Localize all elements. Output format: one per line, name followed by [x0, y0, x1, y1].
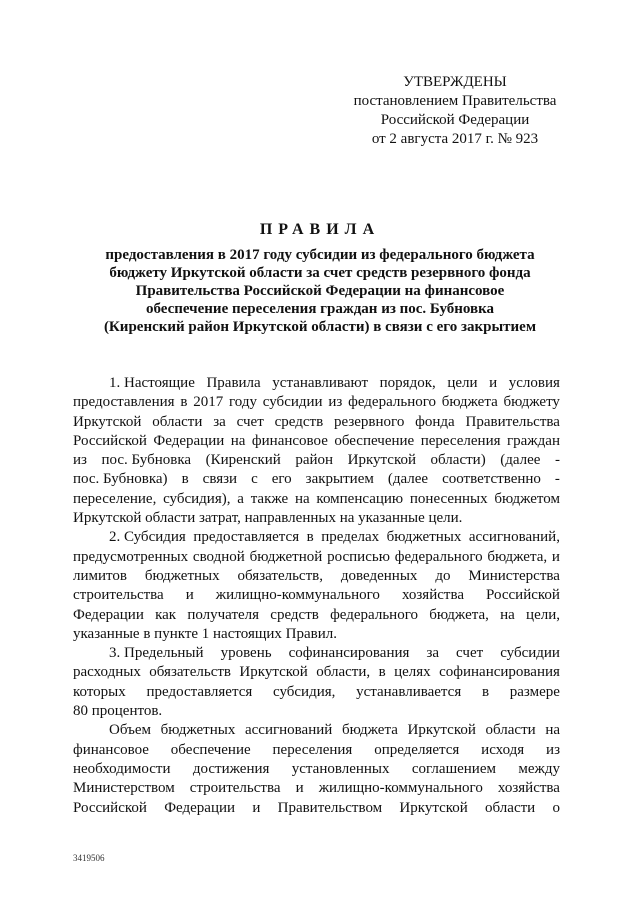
body-word: -	[555, 452, 560, 469]
body-word: в	[306, 529, 314, 546]
body-word: Министерства	[468, 567, 560, 584]
body-line	[73, 548, 560, 567]
body-word: резервного	[334, 413, 405, 430]
body-word: Российской	[73, 799, 147, 816]
body-word: переселения	[272, 741, 353, 758]
body-word: расходных	[73, 664, 141, 681]
body-word: обеспечение	[170, 741, 251, 758]
body-word: достижения	[192, 760, 270, 777]
body-word: его	[271, 471, 292, 488]
body-line	[73, 470, 560, 489]
body-word: счет	[456, 645, 484, 662]
body-line	[73, 451, 560, 470]
body-word: -	[554, 471, 560, 488]
body-word: Иркутской	[347, 452, 416, 469]
body-word: условия	[508, 375, 560, 391]
body-word: размере	[509, 683, 560, 700]
body-word: обеспечение	[334, 432, 415, 449]
body-word: бюджетных	[386, 529, 462, 546]
body-word: и	[295, 780, 304, 797]
body-word: бюджетных	[144, 567, 220, 584]
body-word: субсидия),	[163, 490, 231, 507]
body-word: предоставляется	[193, 529, 300, 546]
body-word: из	[328, 394, 343, 411]
body-word: Федерации	[73, 606, 144, 623]
body-line	[73, 606, 560, 625]
body-word: переселения	[420, 432, 501, 449]
body-word: о	[552, 799, 560, 816]
body-line	[73, 799, 560, 818]
body-word: субсидии	[262, 394, 323, 411]
body-word: лимитов	[73, 567, 127, 584]
body-word: хозяйства	[497, 780, 560, 797]
subtitle-line: бюджету Иркутской области за счет средств резервного фонда	[109, 265, 531, 281]
body-word: предоставляется	[146, 683, 253, 700]
body-word: Иркутской области затрат, направленных на указанные цели.	[73, 510, 463, 527]
body-word: в	[378, 664, 386, 681]
body-word: связи	[202, 471, 238, 488]
body-word: закрытием	[305, 471, 374, 488]
body-word: 2017	[193, 394, 224, 411]
body-word: порядок,	[379, 375, 436, 391]
body-word: 2. Субсидия	[109, 529, 186, 546]
body-word: (далее	[387, 471, 429, 488]
body-line	[73, 490, 560, 509]
body-line	[73, 374, 560, 393]
body-word: за	[213, 413, 226, 430]
body-word: бюджетных	[160, 722, 236, 739]
body-word: Российской	[73, 432, 147, 449]
body-word: жилищно-коммунального	[215, 587, 380, 604]
approval-line-2: Российской Федерации	[380, 112, 530, 128]
body-line	[73, 586, 560, 605]
body-word: на	[230, 432, 246, 449]
body-word: которых	[73, 683, 126, 700]
body-word: соглашением	[411, 760, 496, 777]
body-word: как	[155, 606, 177, 623]
body-word: счет	[236, 413, 264, 430]
body-word: бюджета,	[487, 548, 548, 565]
body-word: Иркутской	[239, 664, 308, 681]
body-word: на	[500, 606, 515, 623]
body-word: 3. Предельный	[109, 645, 204, 662]
subtitle-line: предоставления в 2017 году субсидии из федерального бюджета	[105, 247, 535, 263]
body-word: район	[295, 452, 334, 469]
body-word: федерального	[330, 606, 418, 623]
body-line	[73, 741, 560, 760]
body-word: и	[489, 375, 498, 391]
body-word: обязательств,	[237, 567, 323, 584]
body-word: субсидия,	[272, 683, 336, 700]
document-code: 3419506	[73, 853, 105, 863]
body-line	[73, 683, 560, 702]
body-word: Объем	[109, 722, 151, 739]
document-body	[73, 374, 560, 818]
subtitle-line: обеспечение переселения граждан из пос. Бубновка	[145, 301, 495, 317]
document-subtitle	[60, 246, 580, 336]
body-word: компенсацию	[316, 490, 404, 507]
body-word: в	[481, 683, 490, 700]
body-word: строительства	[73, 587, 164, 604]
body-word: бюджетом	[494, 490, 560, 507]
body-word: федерального	[348, 394, 436, 411]
body-word: пос. Бубновка)	[73, 471, 168, 488]
body-word: устанавливают	[272, 375, 369, 391]
body-word: области)	[430, 452, 486, 469]
body-word: области	[485, 722, 536, 739]
body-word: между	[518, 760, 560, 777]
body-line	[73, 644, 560, 663]
body-word: из	[73, 452, 87, 469]
body-line	[73, 567, 560, 586]
body-word: в	[181, 471, 189, 488]
body-word: бюджета	[441, 394, 498, 411]
body-word: Иркутской	[399, 799, 468, 816]
subtitle-line: Правительства Российской Федерации на финансовое	[135, 283, 505, 299]
body-word: Правительства	[465, 413, 560, 430]
body-word: устанавливается	[356, 683, 462, 700]
body-word: софинансирования	[439, 664, 560, 681]
body-line	[73, 702, 560, 721]
body-line	[73, 779, 560, 798]
body-word: определяется	[374, 741, 460, 758]
body-word: доведенных	[340, 567, 418, 584]
body-word: исходя	[481, 741, 525, 758]
body-word: Министерством	[73, 780, 175, 797]
body-word: сводной	[192, 548, 245, 565]
body-word: (далее	[500, 452, 541, 469]
body-word: жилищно-коммунального	[318, 780, 483, 797]
body-line	[73, 509, 560, 528]
body-word: бюджета	[341, 722, 398, 739]
body-word: росписью	[327, 548, 390, 565]
body-word: Федерации	[153, 432, 225, 449]
body-word: области	[485, 799, 536, 816]
body-word: ассигнований	[244, 722, 333, 739]
body-word: указанные в пункте 1 настоящих Правил.	[73, 625, 338, 642]
body-word: области	[152, 413, 203, 430]
body-line	[73, 528, 560, 547]
body-line	[73, 663, 560, 682]
body-word: федерального	[394, 548, 483, 565]
body-word: субсидии	[500, 645, 560, 662]
body-word: в	[180, 394, 188, 411]
body-word: финансовое	[73, 741, 149, 758]
body-word: на	[545, 722, 560, 739]
body-word: на	[294, 490, 310, 507]
body-word: до	[435, 567, 451, 584]
body-word: с	[251, 471, 258, 488]
body-word: за	[426, 645, 440, 662]
body-word: предусмотренных	[73, 548, 189, 565]
body-word: (Киренский	[205, 452, 281, 469]
body-word: 1. Настоящие	[109, 375, 195, 391]
body-word: целях	[394, 664, 431, 681]
body-word: также	[250, 490, 289, 507]
body-word: пос. Бубновка	[101, 452, 192, 469]
body-word: софинансирования	[288, 645, 410, 662]
body-word: ассигнований,	[468, 529, 560, 546]
body-word: и	[551, 548, 560, 565]
body-line	[73, 432, 560, 451]
body-word: понесенных	[409, 490, 488, 507]
body-word: области,	[316, 664, 371, 681]
body-word: строительства	[189, 780, 281, 797]
body-word: Иркутской	[73, 413, 142, 430]
body-word: Правительством	[277, 799, 383, 816]
body-word: 80 процентов.	[73, 703, 163, 720]
body-word: финансовое	[251, 432, 328, 449]
body-line	[73, 413, 560, 432]
document-title: ПРАВИЛА	[259, 221, 381, 238]
body-word: бюджета,	[429, 606, 489, 623]
approval-line-3: от 2 августа 2017 г. № 923	[371, 131, 539, 147]
approval-heading: УТВЕРЖДЕНЫ	[403, 74, 507, 90]
approval-line-1: постановлением Правительства	[353, 93, 557, 109]
body-word: обязательств	[149, 664, 231, 681]
subtitle-line: (Киренский район Иркутской области) в связи с его закрытием	[103, 319, 537, 335]
body-word: соответственно	[442, 471, 541, 488]
body-word: бюджетной	[249, 548, 323, 565]
body-word: фонда	[415, 413, 455, 430]
body-word: необходимости	[73, 760, 171, 777]
body-word: установленных	[291, 760, 390, 777]
body-word: бюджету	[503, 394, 560, 411]
body-word: цели	[447, 375, 478, 391]
body-word: пределах	[321, 529, 380, 546]
body-word: из	[546, 741, 560, 758]
body-word: Правила	[206, 375, 261, 391]
body-word: и	[252, 799, 261, 816]
body-word: Российской	[486, 587, 560, 604]
body-word: граждан	[506, 432, 560, 449]
body-word: средств	[270, 606, 319, 623]
body-word: предоставления	[73, 394, 175, 411]
body-line	[73, 760, 560, 779]
body-word: и	[185, 587, 194, 604]
body-word: получателя	[187, 606, 260, 623]
body-line	[73, 721, 560, 740]
body-word: Иркутской	[407, 722, 476, 739]
body-word: а	[237, 490, 244, 507]
body-line	[73, 625, 560, 644]
body-word: средств	[274, 413, 324, 430]
body-word: Федерации	[164, 799, 236, 816]
body-word: переселение,	[73, 490, 157, 507]
body-word: уровень	[220, 645, 272, 662]
body-word: хозяйства	[401, 587, 464, 604]
body-word: году	[229, 394, 257, 411]
body-word: цели,	[526, 606, 560, 623]
body-line	[73, 393, 560, 412]
